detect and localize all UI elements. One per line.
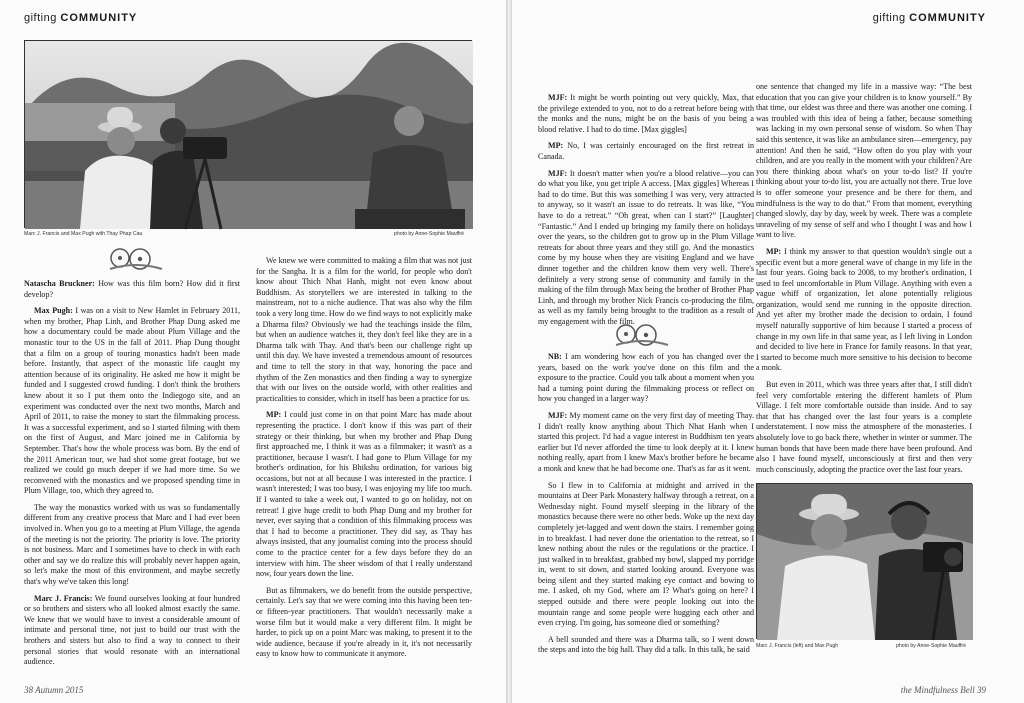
paragraph	[756, 380, 972, 475]
right-column-1-top	[538, 93, 754, 326]
paragraph	[538, 481, 754, 629]
film-reel-icon	[106, 247, 164, 273]
paragraph-text: one sentence that changed my life in a massive way: “The best education that you can give your children is to know yourself.” By that time, our eldest was three and there was another one coming. I was troubled with this idea of being a father, because something was lacking in my own personal sense of wisdom. So when Thay said this sentence, it was like an ambulance siren—emergency, pay attention! And then he said, “How often do you play with your children, and are you really in the moment with your children? Are you there thinking about what's on your to-do list? If you're thinking about your to-do list, you are actually not there. True love is to offer someone your presence and be there for them, and mindfulness is the way to do that.” From that moment, everything changed slowly, day by day, week by week. There was a complete unraveling of my sense of self and who I thought I was and how I want to live.	[756, 82, 972, 240]
photo-credit: photo by Anne-Sophie Mauffré	[896, 643, 966, 649]
paragraph	[256, 410, 472, 580]
left-page-header	[24, 12, 137, 24]
speaker-label: Natascha Bruckner:	[24, 279, 95, 288]
paragraph	[24, 306, 240, 497]
header-prefix: gifting	[872, 12, 906, 24]
speaker-label: MJF:	[548, 168, 568, 178]
speaker-label: Max Pugh:	[34, 306, 73, 316]
paragraph-text: But as filmmakers, we do benefit from the outside perspective, certainly. Let's say that we were coming into this having been ten- or fifteen-year practitioners. That wouldn't necessarily make a worse film but it would make a very different film. It might be harder, to pick up on a point Marc was making, to present it to the wide audience, because if you're already in it, it's not necessarily easy to know how to communicate it anymore.	[256, 585, 472, 659]
paragraph	[256, 256, 472, 404]
paragraph	[24, 594, 240, 668]
paragraph	[756, 247, 972, 374]
paragraph-text: My moment came on the very first day of meeting Thay. I didn't really know anything about Thich Nhat Hanh when I started this project. I'd had a vague interest in Buddhism ten years earlier but I'd never afforded the time to look deeply at it. I knew nothing really, apart from I knew Max's brother before he became a monk and knew that he had become one. That's as far as it went.	[538, 410, 754, 473]
paragraph	[24, 279, 240, 300]
photo-credit: photo by Anne-Sophie Mauffré	[394, 231, 464, 237]
header-section: COMMUNITY	[909, 12, 986, 24]
paragraph-text: How was this film born? How did it first develop?	[24, 279, 240, 299]
header-prefix: gifting	[24, 12, 57, 24]
speaker-label: MP:	[266, 410, 282, 420]
paragraph-text: I was on a visit to New Hamlet in February 2011, when my brother, Phap Linh, and Brother Phap Dung asked me how a documentary could be made about Plum Village and the monastic tour to the US in the fall of 2011. Phap Dung thought that a film on a group of touring monastics hadn't been made before. Instantly, that aspect of the monastic life caught my attention because of its originality. He asked me how it might be funded and I suggested crowd funding. I don't think the brothers knew about it so I put them onto the Indiegogo site, and an experiment was conducted over the next two months, March and April of 2011, to raise the money to start the filmmaking process. It was a successful experiment, and so I started filming with them on the first of August, and Marc joined me in California by September. That's how the whole process was born. By the end of the 2011 American tour, we had shot some great footage, but we realized we could go much deeper if we had more time. So we reconvened with the monastics and we proposed spending time in Plum Village, too, which they agreed to.	[24, 306, 240, 496]
left-page	[0, 0, 506, 703]
paragraph-text: No, I was certainly encouraged on the first retreat in Canada.	[538, 141, 754, 161]
paragraph	[538, 411, 754, 475]
filmmakers-photo-image	[757, 484, 973, 640]
paragraph-text: It might be worth pointing out very quickly, Max, that the privilege extended to you, not to do a retreat before being with the monks and the nuns, might be on the basis of you being a blood relative. I had to do time. [Max giggles]	[538, 93, 754, 134]
paragraph	[538, 93, 754, 135]
right-column-2	[756, 82, 972, 472]
paragraph	[756, 82, 972, 241]
speaker-label: MP:	[766, 246, 782, 256]
paragraph	[256, 586, 472, 660]
film-reel-icon	[612, 323, 670, 349]
paragraph-text: So I flew in to California at midnight and arrived in the mountains at Deer Park Monastery halfway through a retreat, on a Wednesday night. Found myself sleeping in the library of the monastics because there were no other beds. Woke up the next day completely jet-lagged and went down the stairs. I remember going in to breakfast. I had never done the orientation to the retreat, so I knew nothing about the rules or the regulations or the practice. I just walked in to breakfast, grabbed my bowl, slapped my porridge in, went to sit down, and started looking around. Everyone was being silent and they started making eye contact and bowing to me. I asked, oh my God, where am I? What's going on here? I stepped outside and there were people looking out into the mountain range and some people were hugging each other and even crying. I'm going, has someone died or something?	[538, 480, 754, 628]
paragraph	[538, 352, 754, 405]
right-page-header	[873, 12, 986, 24]
paragraph-text: The way the monastics worked with us was so fundamentally different from any creative process that Marc and I had ever been involved in. When you go to a meeting at Plum Village, the agenda of the meeting is not the priority. The priority is love. The priority is not business. Marc and I sometimes have to check in with each other and say we do realize this will probably never happen again, so let's make the most of this environment, and maybe secretly that's why we've taken this long!	[24, 502, 240, 587]
paragraph-text: I am wondering how each of you has changed over the years, based on the work you've done on this film and the exposure to the practice. Could you talk about a moment when you had a turning point during the filmmaking process or reflect on how you changed in a larger way?	[538, 352, 754, 404]
paragraph	[538, 169, 754, 328]
right-page	[512, 0, 1024, 703]
speaker-label: Marc J. Francis:	[34, 593, 93, 603]
paragraph	[538, 141, 754, 162]
speaker-label: MJF:	[548, 410, 568, 420]
paragraph	[24, 503, 240, 588]
interview-photo-image	[25, 41, 473, 229]
speaker-label: MP:	[548, 141, 564, 151]
right-column-1-bottom	[538, 352, 754, 655]
speaker-label: MJF:	[548, 93, 568, 102]
paragraph-text: A bell sounded and there was a Dharma talk, so I went down the steps and into the big hall. Thay did a talk. In this talk, he said	[538, 634, 754, 655]
paragraph	[538, 635, 754, 656]
photo-caption: Marc J. Francis (left) and Max Pugh	[756, 643, 839, 649]
left-column-2	[256, 256, 472, 659]
paragraph-text: It doesn't matter when you're a blood relative—you can do what you like, you get triple A access. [Max giggles] Whereas I had to do time. But this was something I was very, very attracted to anyway, so it wasn't an issue to do retreats. It was like, “You have to do a retreat.” “Oh great, when can I start?” [Laughter] “Fantastic.” And I ended up bringing my family there on holidays over the years, so the children got to grow up in the Plum Village retreats for about three years and they still go. And the monastics come by my house when they are visiting England and we have dinner together and the children know them very well. There's definitely a very strong sense of community and family in the making of the film through Max being the brother of Brother Phap Linh, and through my brother Nick Francis co-producing the film, as well as my family being brought to the tradition as a result of my engagement with the film.	[538, 168, 754, 326]
paragraph-text: But even in 2011, which was three years after that, I still didn't feel very comfortable entering the different hamlets of Plum Village. I felt more comfortable outside than inside. And to say that that has changed over the last four years is a complete understatement. I now miss the atmosphere of the monasteries. I absolutely love to go back there, whether in winter or summer. The human bonds that have been made there have been profound. And also I have found myself, unconsciously at first and then very much consciously, adopting the practice over the last four years.	[756, 380, 972, 474]
paragraph-text: We found ourselves looking at four hundred or so brothers and sisters who all looked almost exactly the same. We knew that we would have to invest a considerable amount of intimate and personal time, not just to build our trust with the brothers and sisters but also to find a way to connect to their personal stories that would resonate with an international audience.	[24, 593, 240, 667]
paragraph-text: I could just come in on that point Marc has made about representing the practice. I don't know if this was part of their strategy or their thinking, but when my brother and Phap Dung first approached me, I think it was as a filmmaker; it wasn't as a practitioner, because I wasn't. I had gone to Plum Village for my brother's ordination, for his Bhikshu ordination, for various big occasions, but not at all because I was interested in the practice. I wasn't interested; I was too busy, I was enjoying my life too much. If I wanted to take a week out, I wanted to go on holiday, not on retreat! I give huge credit to both Phap Dung and my brother for never, ever saying that a condition of this filmmaking process was that I had to become a practitioner. They did say, as Thay has always insisted, that any journalist coming into the process should come to the practice center for a few days before they do an interview with him. The sheer wisdom of that I really understand now, four years down the line.	[256, 410, 472, 579]
page-footer: the Mindfulness Bell 39	[900, 685, 986, 695]
page-footer: 38 Autumn 2015	[24, 685, 84, 695]
speaker-label: NB:	[548, 352, 562, 361]
paragraph-text: We knew we were committed to making a film that was not just for the Sangha. It is a film for the world, for people who don't know about Thich Nhat Hanh, might not even know about Buddhism. As storytellers we are interested in talking to the mainstream, not to a niche audience. That was also why the film took a very long time. How do we find ways to not explicitly make a Dharma film? Obviously we had the teachings inside the film, but when an audience watches it, they don't feel like they are in a Dharma talk with Thay. And that's been our challenge right up until this day. We have invested a tremendous amount of resources and time to tell the story in that way, honoring the pace and rhythm of the Zen monastics and then finding a way to synergize that with our lives on the outside world, with other realities and practicalities to consider, which in itself has been a practice for us.	[256, 256, 472, 403]
interview-photo	[24, 40, 472, 228]
left-column-1	[24, 279, 240, 667]
header-section: COMMUNITY	[60, 12, 138, 24]
photo-caption: Marc J. Francis and Max Pugh with Thay Phap Cau	[24, 231, 143, 237]
filmmakers-photo	[756, 483, 972, 639]
paragraph-text: I think my answer to that question wouldn't single out a specific event but a more general wave of change in my life in the last four years. Going back to 2008, to my brother's ordination, I used to feel uncomfortable in Plum Village. Anything with even a vague whiff of organization, let alone potentially religious organization, would send me running in the opposite direction. And yet after my brother made the decision to ordain, I found myself naturally supportive of him because I started a process of change in my own life in that same year, as I left living in London and decided to live here in France for family reasons. In that year, I started to become much more sensitive to his decision to become a monk.	[756, 246, 972, 373]
